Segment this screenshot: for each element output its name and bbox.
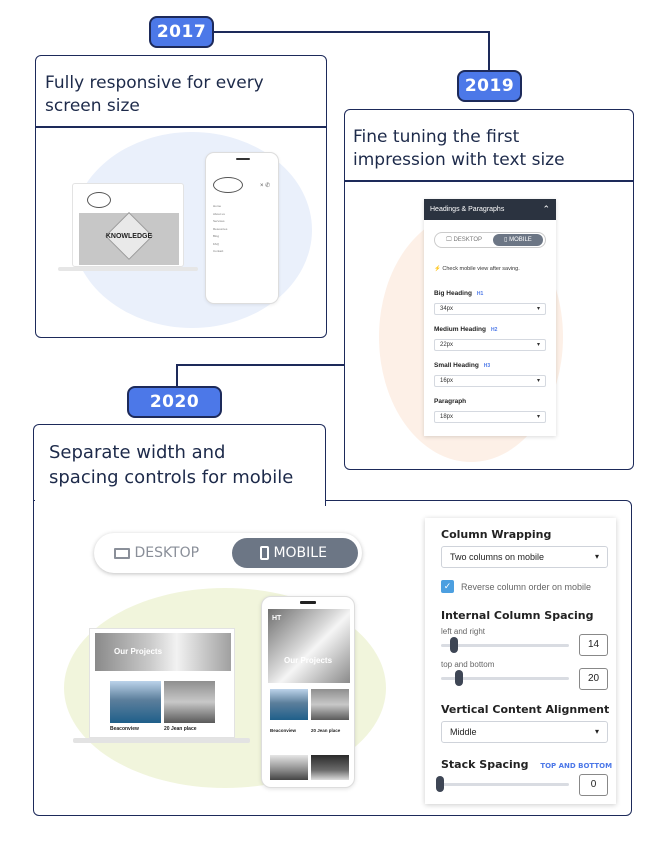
monitor-icon: 🖵 <box>445 237 452 243</box>
card-2017-divider <box>36 126 327 128</box>
phone-icon <box>260 546 269 560</box>
card-2019-divider <box>345 180 634 182</box>
column-wrapping-label: Column Wrapping <box>441 528 552 541</box>
phone-photo-pool <box>270 689 308 720</box>
toggle-desktop[interactable]: 🖵 DESKTOP <box>445 237 483 243</box>
left-right-track <box>441 644 569 647</box>
medium-heading-label: Medium Heading H2 <box>434 326 498 333</box>
stack-spacing-track <box>441 783 569 786</box>
toggle-mobile[interactable]: MOBILE <box>232 538 358 568</box>
phone-photo-house <box>311 689 349 720</box>
phone-caption-1: Beaconview <box>270 728 297 733</box>
stack-spacing-tag: TOP AND BOTTOM <box>540 762 613 770</box>
project-photo-pool <box>110 681 161 723</box>
phone-mockup <box>205 152 279 304</box>
connector-2017-2019-v <box>488 31 490 71</box>
paragraph-select[interactable]: 18px ▾ <box>434 411 546 423</box>
small-heading-label: Small Heading H3 <box>434 362 491 369</box>
year-badge-2019: 2019 <box>457 70 522 102</box>
headings-panel <box>424 199 556 436</box>
left-right-value[interactable]: 14 <box>579 634 608 656</box>
phone-menu: Home About us Services Resources Blog FAQ Contact <box>213 204 228 253</box>
phone-photo-4 <box>311 755 349 780</box>
phone-brand: HT <box>272 615 282 622</box>
small-heading-select[interactable]: 16px ▾ <box>434 375 546 387</box>
chevron-up-icon[interactable]: ⌃ <box>542 204 550 214</box>
caret-down-icon: ▾ <box>536 414 540 420</box>
hero-headline: KNOWLEDGE <box>105 233 153 240</box>
phone-preview <box>261 596 355 788</box>
caret-down-icon: ▾ <box>536 342 540 348</box>
paragraph-label: Paragraph <box>434 398 467 405</box>
laptop-preview <box>89 628 235 738</box>
left-right-slider[interactable] <box>450 637 458 653</box>
left-right-label: left and right <box>441 627 486 636</box>
vertical-alignment-label: Vertical Content Alignment <box>441 703 610 716</box>
big-heading-select[interactable]: 34px ▾ <box>434 303 546 315</box>
stack-spacing-slider[interactable] <box>436 776 444 792</box>
caption-1: Beaconview <box>110 726 139 732</box>
connector-2017-2019-h <box>213 31 490 33</box>
column-wrapping-select[interactable]: Two columns on mobile ▾ <box>441 546 608 568</box>
big-heading-label: Big Heading H1 <box>434 290 484 297</box>
project-photo-house <box>164 681 215 723</box>
mobile-notice: ⚡ Check mobile view after saving. <box>434 266 520 272</box>
logo-circle <box>87 192 111 208</box>
caption-2: 20 Jean place <box>164 726 197 732</box>
caret-down-icon: ▾ <box>594 727 599 736</box>
year-badge-2017: 2017 <box>149 16 214 48</box>
info-icon: ⚡ <box>434 266 441 272</box>
phone-photo-3 <box>270 755 308 780</box>
toggle-mobile[interactable]: ▯ MOBILE <box>493 234 543 246</box>
card-2019 <box>344 109 634 470</box>
top-bottom-slider[interactable] <box>455 670 463 686</box>
reverse-label: Reverse column order on mobile <box>461 582 592 592</box>
connector-2019-2020-v <box>176 364 178 386</box>
stack-spacing-value[interactable]: 0 <box>579 774 608 796</box>
caret-down-icon: ▾ <box>536 378 540 384</box>
card-2017-title: Fully responsive for every screen size <box>45 73 264 116</box>
connector-2019-2020-h <box>176 364 344 366</box>
caret-down-icon: ▾ <box>536 306 540 312</box>
mobile-controls-panel <box>425 518 616 804</box>
device-toggle-large <box>94 533 362 573</box>
laptop-base <box>73 738 250 743</box>
phone-banner-title: Our Projects <box>284 656 333 665</box>
device-toggle <box>434 232 546 248</box>
laptop-mockup <box>72 183 184 267</box>
banner-title: Our Projects <box>114 647 163 656</box>
laptop-hero <box>79 213 179 265</box>
top-bottom-value[interactable]: 20 <box>579 668 608 690</box>
phone-logo <box>213 177 243 193</box>
internal-spacing-label: Internal Column Spacing <box>441 609 594 622</box>
card-2020-title: Separate width and spacing controls for mobile <box>49 442 294 488</box>
year-badge-2020: 2020 <box>127 386 222 418</box>
phone-notch <box>236 158 250 160</box>
monitor-icon <box>114 548 130 559</box>
card-2020-tab-mask <box>35 499 325 502</box>
vertical-alignment-select[interactable]: Middle ▾ <box>441 721 608 743</box>
toggle-desktop[interactable]: DESKTOP <box>114 541 234 565</box>
caret-down-icon: ▾ <box>594 552 599 561</box>
top-bottom-label: top and bottom <box>441 660 495 669</box>
card-2017 <box>35 55 327 338</box>
medium-heading-select[interactable]: 22px ▾ <box>434 339 546 351</box>
reverse-checkbox[interactable]: ✓ <box>441 580 454 593</box>
phone-icon: ▯ <box>504 237 508 243</box>
card-2019-title: Fine tuning the first impression with text size <box>353 127 565 170</box>
stack-spacing-label: Stack Spacing TOP AND BOTTOM <box>441 758 613 771</box>
phone-close-icon: × ✆ <box>260 183 271 189</box>
laptop-base <box>58 267 198 271</box>
phone-caption-2: 20 Jean place <box>311 728 341 733</box>
phone-notch <box>300 601 316 604</box>
panel-header[interactable]: Headings & Paragraphs ⌃ <box>424 199 556 220</box>
